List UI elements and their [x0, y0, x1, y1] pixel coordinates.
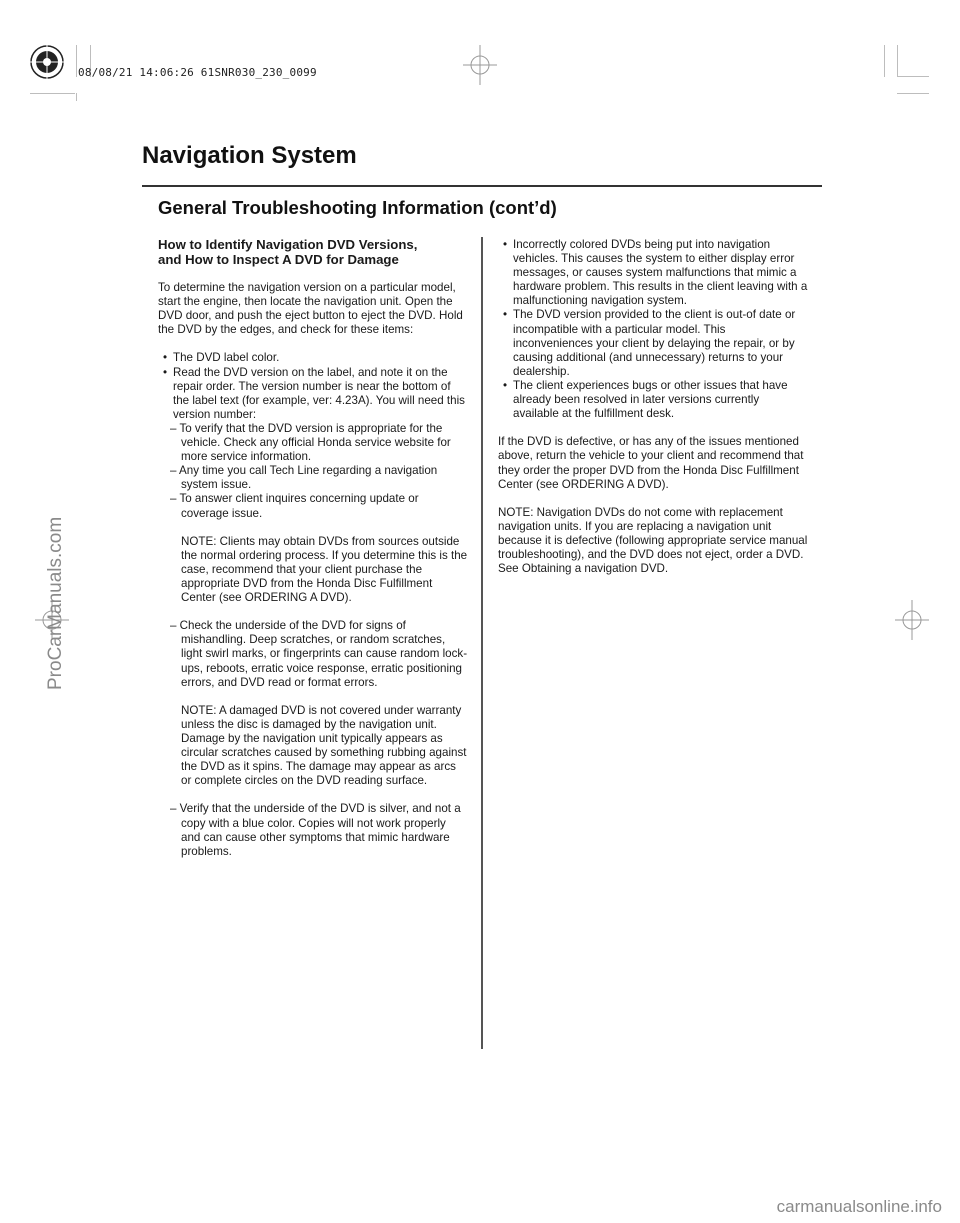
sidebar-watermark: ProCarManuals.com — [45, 516, 66, 690]
page-title: Navigation System — [142, 142, 357, 169]
title-rule — [142, 185, 822, 187]
dash-item: – Any time you call Tech Line regarding a navigation system issue. — [170, 464, 438, 492]
bullet-text: Read the DVD version on the label, and note it on the repair order. The version number is near the bottom of the label text (for example, ver: 4.23A). You will need this version number: — [173, 365, 465, 421]
bullet-mark: • — [163, 365, 168, 379]
registration-target-top-left — [30, 45, 64, 84]
right-column — [498, 238, 808, 576]
bullet-item — [158, 366, 468, 422]
crop-mark — [76, 45, 77, 77]
bullet-mark: • — [503, 378, 508, 392]
crop-mark — [30, 93, 75, 94]
bullet-text: Incorrectly colored DVDs being put into navigation vehicles. This causes the system to either display error messages, or causes system malfunctions that mimic a hardware problem. This results in the client leaving with a malfunctioning navigation system. — [513, 238, 808, 308]
crop-mark — [897, 93, 929, 94]
bullet-item — [498, 238, 808, 308]
bullet-item — [498, 379, 808, 421]
registration-crosshair-top — [463, 45, 497, 90]
note-paragraph: NOTE: Navigation DVDs do not come with replacement navigation units. If you are replacing a navigation unit because it is defective (following appropriate service manual troubleshooting), and the DVD does not eject, order a DVD. See Obtaining a navigation DVD. — [498, 505, 808, 576]
dash-item: – To answer client inquires concerning update or coverage issue. — [170, 492, 419, 520]
heading-line-2: and How to Inspect A DVD for Damage — [158, 251, 399, 267]
crop-mark — [884, 45, 885, 77]
crop-mark — [897, 76, 929, 77]
note-paragraph: NOTE: Clients may obtain DVDs from sources outside the normal ordering process. If you determine this is the case, recommend that your client purchase the appropriate DVD from the Honda Disc Fulfillment Center (see ORDERING A DVD). — [181, 534, 468, 605]
dash-item: – Check the underside of the DVD for signs of mishandling. Deep scratches, or random scratches, light swirl marks, or fingerprints can cause random lock-ups, reboots, erratic voice response, erratic positioning errors, and DVD read or format errors. — [170, 619, 468, 689]
bullet-text: The DVD label color. — [173, 351, 280, 365]
crop-mark — [897, 45, 898, 77]
defective-dvd-paragraph: If the DVD is defective, or has any of the issues mentioned above, return the vehicle to your client and recommend that they order the proper DVD from the Honda Disc Fulfillment Center (see ORDERING A DVD). — [498, 435, 804, 491]
dash-item: – To verify that the DVD version is appropriate for the vehicle. Check any official Honda service website for more service information. — [170, 421, 451, 464]
footer-watermark: carmanualsonline.info — [776, 1197, 942, 1216]
bullet-item — [498, 308, 808, 378]
bullet-mark: • — [163, 351, 168, 365]
bullet-item — [158, 351, 468, 365]
left-column — [158, 238, 468, 859]
subsection-heading — [158, 238, 468, 267]
bullet-text: The DVD version provided to the client is out-of date or incompatible with a particular model. This inconveniences your client by delaying the repair, or by causing additional (and unnecessary) returns to your dealership. — [513, 308, 796, 378]
intro-paragraph: To determine the navigation version on a particular model, start the engine, then locate the navigation unit. Open the DVD door, and push the eject button to eject the DVD. Hold the DVD by the edges, and check for these items: — [158, 281, 463, 337]
bullet-text: The client experiences bugs or other issues that have already been resolved in later versions currently available at the fulfillment desk. — [513, 378, 788, 421]
bullet-mark: • — [503, 308, 508, 322]
section-title: General Troubleshooting Information (cont’d) — [158, 197, 557, 218]
registration-crosshair-right — [895, 600, 929, 645]
column-divider — [481, 237, 483, 1049]
heading-line-1: How to Identify Navigation DVD Versions, — [158, 237, 418, 252]
bullet-mark: • — [503, 238, 508, 251]
note-paragraph: NOTE: A damaged DVD is not covered under warranty unless the disc is damaged by the navigation unit. Damage by the navigation unit typically appears as circular scratches caused by something rubbing against the DVD as it spins. The damage may appear as arcs or complete circles on the DVD reading surface. — [181, 703, 467, 788]
print-stamp: 08/08/21 14:06:26 61SNR030_230_0099 — [78, 66, 317, 79]
dash-item: – Verify that the underside of the DVD is silver, and not a copy with a blue color. Copies will not work properly and can cause other symptoms that mimic hardware problems. — [170, 802, 461, 858]
crop-mark — [76, 93, 77, 101]
